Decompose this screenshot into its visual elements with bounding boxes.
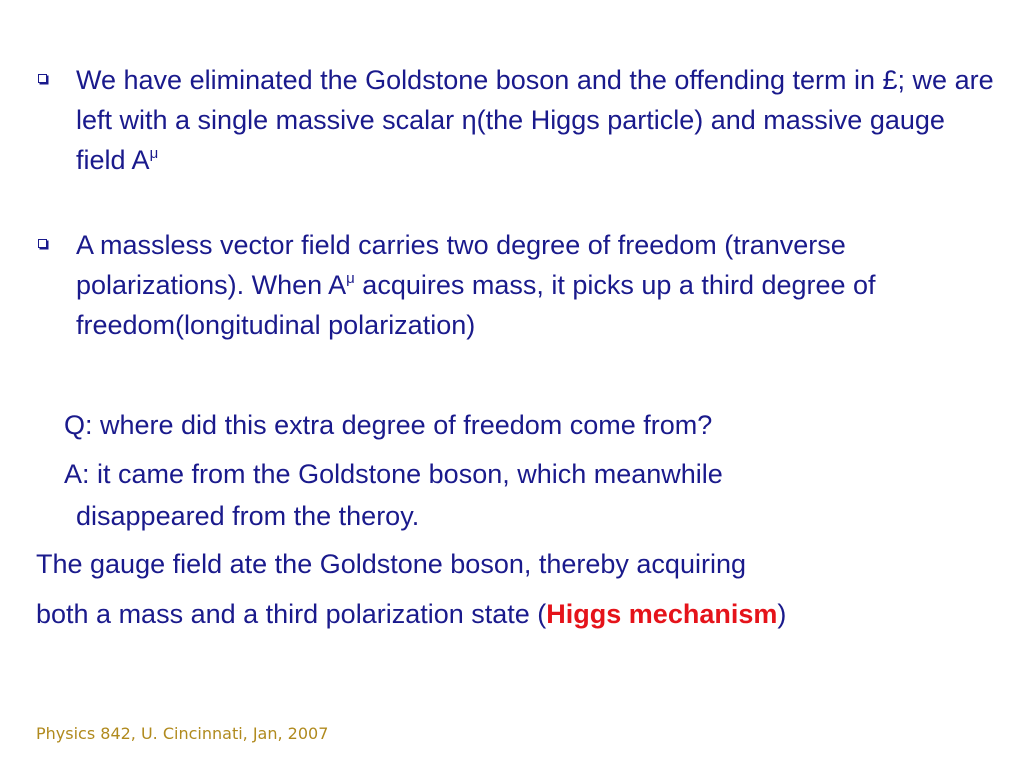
conclusion-text-line2: both a mass and a third polarization state (Higgs mechanism) bbox=[36, 599, 787, 629]
square-bullet-icon bbox=[38, 225, 76, 345]
answer-text-line2: disappeared from the theroy. bbox=[76, 501, 420, 531]
conclusion-text-line1: The gauge field ate the Goldstone boson, thereby acquiring bbox=[36, 549, 746, 579]
answer-text-line1: A: it came from the Goldstone boson, which meanwhile bbox=[64, 459, 723, 489]
question-text: Q: where did this extra degree of freedom come from? bbox=[64, 410, 713, 440]
footer: Physics 842, U. Cincinnati, Jan, 2007 bbox=[36, 724, 329, 743]
bullet-text: We have eliminated the Goldstone boson and the offending term in £; we are left with a single massive scalar η(the Higgs particle) and massive gauge field $A^\mu$ bbox=[76, 65, 994, 175]
square-bullet-icon bbox=[38, 60, 76, 180]
bullet-massless-vector-field bbox=[38, 225, 998, 345]
higgs-mechanism-highlight: Higgs mechanism bbox=[546, 599, 778, 629]
bullet-text: A massless vector field carries two degree of freedom (tranverse polarizations). When $A^\mu$ acquires mass, it picks up a third degree of freedom(longitudinal polarization) bbox=[76, 230, 876, 340]
bullet-goldstone-eliminated bbox=[38, 60, 998, 180]
